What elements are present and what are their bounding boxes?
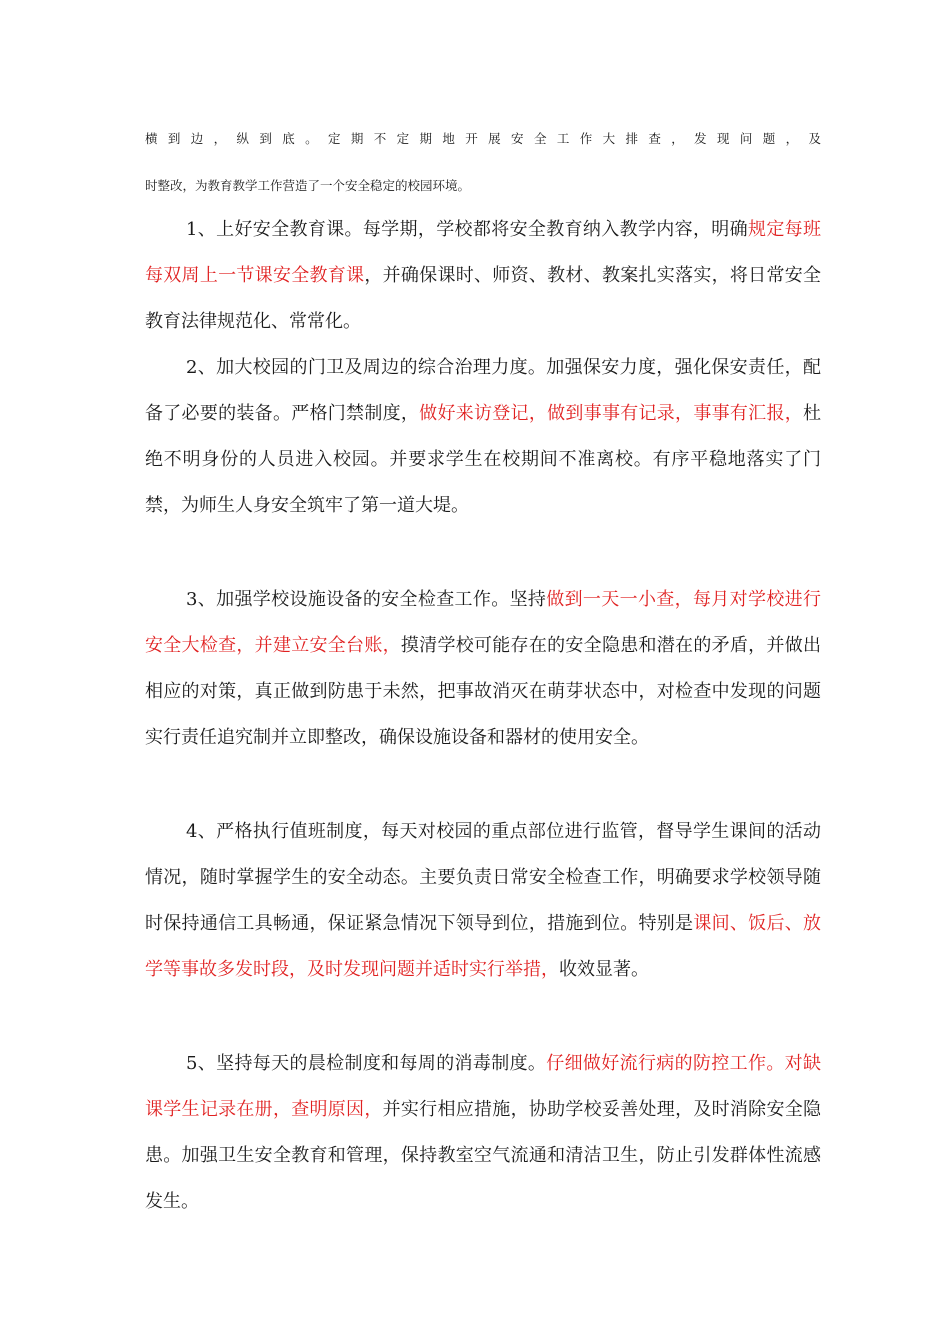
paragraph-4-text-c: 收效显著。 (559, 959, 649, 980)
paragraph-4-highlight: 课间、饭后、放学等事故多发时段，及时发现问题并适时实行举措， (145, 913, 822, 980)
paragraph-4-text-a: 4、严格执行值班制度，每天对校园的重点部位进行监管，督导学生课间的活动情况，随时掌握学生的安全动态。主要负责日常安全检查工作，明确要求学校领导随时保持通信工具畅通，保证紧急情况下领导到位，措施到位。特别是 (145, 821, 821, 934)
paragraph-3-highlight: 做到一天一小查，每月对学校进行安全大检查，并建立安全台账， (145, 589, 822, 656)
paragraph-3-text-a: 3、加强学校设施设备的安全检查工作。坚持 (186, 589, 547, 610)
paragraph-1-text-c: ，并确保课时、师资、教材、教案扎实落实，将日常安全教育法律规范化、常常化。 (145, 265, 822, 332)
intro-line-1: 横到边，纵到底。定期不定期地开展安全工作大排查，发现问题，及 (145, 131, 821, 146)
paragraph-5-text-a: 5、坚持每天的晨检制度和每周的消毒制度。 (186, 1053, 547, 1074)
paragraph-3-text-c: 摸清学校可能存在的安全隐患和潜在的矛盾，并做出相应的对策，真正做到防患于未然，把事故消灭在萌芽状态中，对检查中发现的问题实行责任追究制并立即整改，确保设施设备和器材的使用安全。 (145, 635, 821, 748)
paragraph-2-gate-security (145, 345, 821, 529)
paragraph-1-text-a: 1、上好安全教育课。每学期，学校都将安全教育纳入教学内容，明确 (186, 219, 748, 240)
paragraph-4-duty-system (145, 809, 821, 993)
paragraph-3-facility-inspection (145, 577, 821, 761)
paragraph-5-text-c: 并实行相应措施，协助学校妥善处理，及时消除安全隐患。加强卫生安全教育和管理，保持教室空气流通和清洁卫生，防止引发群体性流感发生。 (145, 1099, 822, 1212)
paragraph-1-highlight: 规定每班每双周上一节课安全教育课 (145, 219, 822, 286)
paragraph-5-highlight: 仔细做好流行病的防控工作。对缺课学生记录在册，查明原因， (145, 1053, 822, 1120)
paragraph-2-highlight: 做好来访登记，做到事事有记录，事事有汇报， (419, 403, 804, 424)
paragraph-5-health-checks (145, 1041, 821, 1225)
paragraph-1-safety-class (145, 207, 821, 345)
paragraph-2-text-c: 杜绝不明身份的人员进入校园。并要求学生在校期间不准离校。有序平稳地落实了门禁，为师生人身安全筑牢了第一道大堤。 (145, 403, 822, 516)
intro-line-2: 时整改，为教育教学工作营造了一个安全稳定的校园环境。 (145, 178, 471, 193)
paragraph-2-text-a: 2、加大校园的门卫及周边的综合治理力度。加强保安力度，强化保安责任，配备了必要的装备。严格门禁制度， (145, 357, 821, 424)
